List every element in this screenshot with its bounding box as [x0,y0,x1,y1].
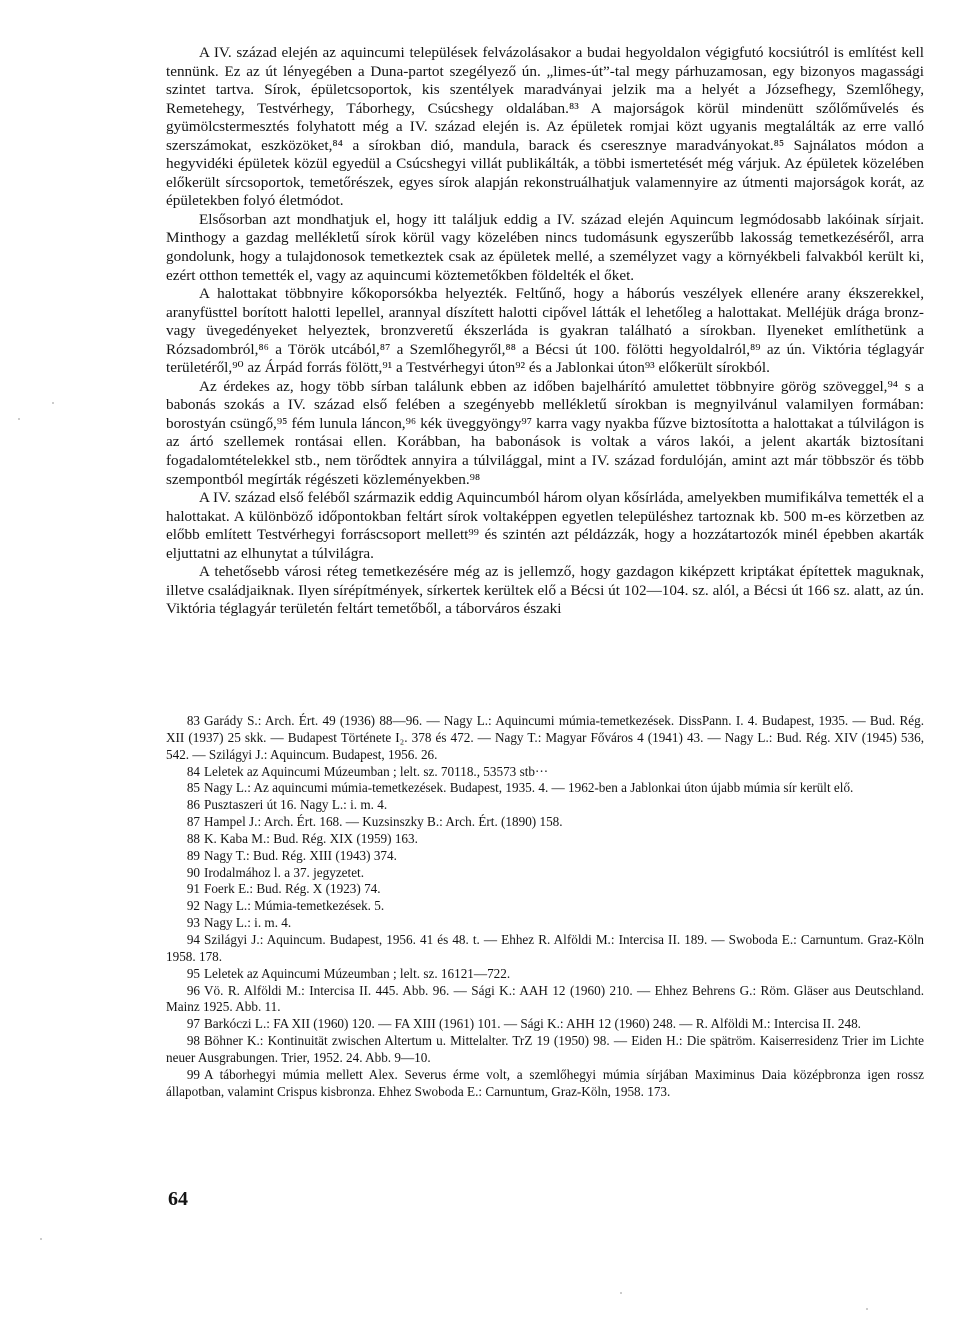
footnote [166,764,924,781]
footnote-text: K. Kaba M.: Bud. Rég. XIX (1959) 163. [204,830,418,846]
footnote [166,797,924,814]
paragraph: A IV. század első feléből származik eddig Aquincumból három olyan kősírláda, amelyekben mumifikálva temették el a halottakat. A különböző időpontokban feltárt sírok voltaképpen egyetlen településhez tartoznak kb. 500 m-es körzetben az előbb említett Testvérhegyi forráscsoport mellett⁹⁹ és szintén azt példázzák, hogy a hozzátartozók minél épebben akarták eljuttatni az elhunytat a túlvilágra. [166,489,924,562]
footnote-number: 92 [186,898,200,914]
footnote-text: Leletek az Aquincumi Múzeumban ; lelt. sz. 70118., 53573 stb··· [204,763,549,779]
footnote [166,1033,924,1067]
footnote [166,848,924,865]
print-speck [18,418,20,420]
footnote-text: Leletek az Aquincumi Múzeumban ; lelt. sz. 16121—722. [204,965,511,981]
paragraph: A tehetősebb városi réteg temetkezésére még az is jellemző, hogy gazdagon kiképzett kriptákat építettek maguknak, illetve családjaiknak. Ilyen sírépítmények, sírkertek kerültek elő a Bécsi út 102—104. sz. alól, a Bécsi út 166 sz. alatt, az ún. Viktória téglagyár területén feltárt temetőből, a táborváros északi [166,563,924,618]
footnote-text: A táborhegyi múmia mellett Alex. Severus érme volt, a szemlőhegyi múmia sírjában Maximinus Daia középbronza igen rossz állapotban, valamint Crispus kisbronza. Ehhez Swoboda E.: Carnuntum, Graz-Köln, 1958. 173. [166,1066,924,1099]
footnote-number: 99 [186,1066,200,1082]
paragraph: Elsősorban azt mondhatjuk el, hogy itt találjuk eddig a IV. század elején Aquincum legmódosabb lakóinak sírjait. Minthogy a gazdag mellékletű sírok körül vagy közelében nincs tudomásunk egyszerűbb lakosság temetkezéséről, arra gondolunk, hogy a tulajdonosok temetkeztek csak az épületek mellé, a személyzet vagy a környékbeli falvakból került ki, ezért otthon temették el, vagy az aquincumi köztemetőkben földelték el őket. [166,210,924,284]
footnote [166,780,924,797]
footnote-number: 98 [186,1033,200,1049]
print-speck [866,1308,868,1310]
page-number: 64 [168,1188,188,1210]
footnote [166,966,924,983]
footnote-text: Nagy L.: Múmia-temetkezések. 5. [204,898,385,914]
footnote [166,1016,924,1033]
footnote-number: 94 [186,931,200,947]
footnote-number: 87 [186,814,200,830]
paragraph: A IV. század elején az aquincumi települések felvázolásakor a budai hegyoldalon végigfutó kocsiútról is említést kell tennünk. Ez az út lényegében a Duna-partot szegélyező ún. „limes-út”-tal megy párhuzamosan, egy bizonyos magassági szintet tartva. Sírok, épületcsoportok, kis szentélyek maradványai jelzik ma a helyét a Józsefhegy, Szemlőhegy, Remetehegy, Testvérhegy, Táborhegy, Csúcshegy oldalában.⁸³ A majorságok körül mindenütt szőlőművelés és gyümölcstermesztés folyhatott még a IV. század elején is. Az épületek romjai közt ugyanis megtalálták az erre valló szerszámokat, eszközöket,⁸⁴ a sírokban dió, mandula, barack és cseresznye maradványokat.⁸⁵ Sajnálatos módon a hegyvidéki épületek közül egyedül a Csúcshegyi villát publikálták, a többi ismertetését még várjuk. Az épületek közelében előkerült sírcsoportok, temetőrészek, egyes sírok alapján rekonstruálhatjuk valamennyire az útmenti majorságok korát, az épületekben folyó életmódot. [166,44,924,210]
footnote [166,983,924,1017]
footnote-number: 88 [186,830,200,846]
footnote-number: 91 [186,881,200,897]
footnote-text: Nagy T.: Bud. Rég. XIII (1943) 374. [204,847,397,863]
footnote [166,831,924,848]
footnote-number: 97 [186,1016,200,1032]
footnote-number: 83 [186,713,200,728]
footnote-number: 93 [186,915,200,931]
footnote [166,865,924,882]
footnote-text: Foerk E.: Bud. Rég. X (1923) 74. [204,881,381,897]
footnote-text: Irodalmához l. a 37. jegyzetet. [204,864,365,880]
footnotes [166,713,924,1100]
footnote-text: Pusztaszeri út 16. Nagy L.: i. m. 4. [204,797,388,813]
footnote-number: 90 [186,864,200,880]
footnote [166,881,924,898]
footnote-number: 84 [186,763,200,779]
paragraph: A halottakat többnyire kőkoporsókba helyezték. Feltűnő, hogy a háborús veszélyek ellenére arany ékszerekkel, aranyfüsttel borított halotti lepellel, arannyal díszített halotti cipővel látták el lehetőleg a halottakat. Melléjük drága bronz- vagy üvegedényeket helyeztek, bronzveretű ékszerláda is gyakran található a sírokban. Ilyeneket említhetünk a Rózsadombról,⁸⁶ a Török utcából,⁸⁷ a Szemlőhegyről,⁸⁸ a Bécsi út 100. fölötti hegyoldalról,⁸⁹ az ún. Viktória téglagyár területéről,⁹⁰ az Árpád forrás fölött,⁹¹ a Testvérhegyi úton⁹² és a Jablonkai úton⁹³ előkerült sírokból. [166,285,924,377]
paragraph: Az érdekes az, hogy több sírban találunk ebben az időben bajelhárító amulettet többnyire görög szöveggel,⁹⁴ s a babonás szokás a IV. század első felében a szegényebb mellékletű sírokban is megnyilvánul valamilyen formában: borostyán csüngő,⁹⁵ fém lunula láncon,⁹⁶ kék üveggyöngy⁹⁷ karra vagy nyakba fűzve biztosította a halottakat a túlvilágon is az ártó szellemek rontásai ellen. Korábban, ha babonások is voltak a város lakói, a jelent akarták biztosítani fogadalomtételekkel stb., nem törődtek annyira a túlvilággal, mint a IV. század fordulóján, amint azt már többször és több szempontból megírták régészeti közleményekben.⁹⁸ [166,377,924,488]
footnote [166,814,924,831]
footnote [166,1067,924,1101]
footnote [166,915,924,932]
footnote-text: Nagy L.: Az aquincumi múmia-temetkezések. Budapest, 1935. 4. — 1962-ben a Jablonkai úton újabb múmia sír került elő. [204,780,854,796]
footnote-number: 85 [186,780,200,796]
footnote [166,898,924,915]
footnote-text: Vö. R. Alföldi M.: Intercisa II. 445. Abb. 96. — Sági K.: AAH 12 (1960) 210. — Ehhez Behrens G.: Röm. Gläser aus Deutschland. Mainz 1925. Abb. 11. [166,982,924,1015]
footnote-number: 86 [186,797,200,813]
print-speck [40,1238,42,1240]
footnote-number: 89 [186,847,200,863]
print-speck [620,1292,622,1294]
footnote-number: 95 [186,965,200,981]
footnote [166,713,924,764]
footnote [166,932,924,966]
footnote-text: Hampel J.: Arch. Ért. 168. — Kuzsinszky B.: Arch. Ért. (1890) 158. [204,814,563,830]
footnote-text: Böhner K.: Kontinuität zwischen Altertum u. Mittelalter. TrZ 19 (1950) 98. — Eiden H.: Die spätröm. Kaiserresidenz Trier im Lichte neuer Ausgrabungen. Trier, 1952. 24. Abb. 9—10. [166,1033,924,1065]
footnote-text: Nagy L.: i. m. 4. [204,915,292,931]
main-text [166,44,924,619]
footnote-number: 96 [186,982,200,998]
footnote-text: Garády S.: Arch. Ért. 49 (1936) 88—96. — Nagy L.: Aquincumi múmia-temetkezések. DissPann. I. 4. Budapest, 1935. — Bud. Rég. XII (1937) 25 skk. — Budapest Története I₂. 378 és 472. — Nagy T.: Magyar Főváros 4 (1941) 43. — Nagy L.: Bud. Rég. XIV (1945) 536, 542. — Szilágyi J.: Aquincum. Budapest, 1956. 26. [166,713,924,762]
footnote-text: Szilágyi J.: Aquincum. Budapest, 1956. 41 és 48. t. — Ehhez R. Alföldi M.: Intercisa II. 189. — Swoboda E.: Carnuntum. Graz-Köln 1958. 178. [166,931,924,964]
print-speck [52,402,54,404]
footnote-text: Barkóczi L.: FA XII (1960) 120. — FA XIII (1961) 101. — Sági K.: AHH 12 (1960) 248. — R. Alföldi M.: Intercisa II. 248. [204,1016,861,1032]
